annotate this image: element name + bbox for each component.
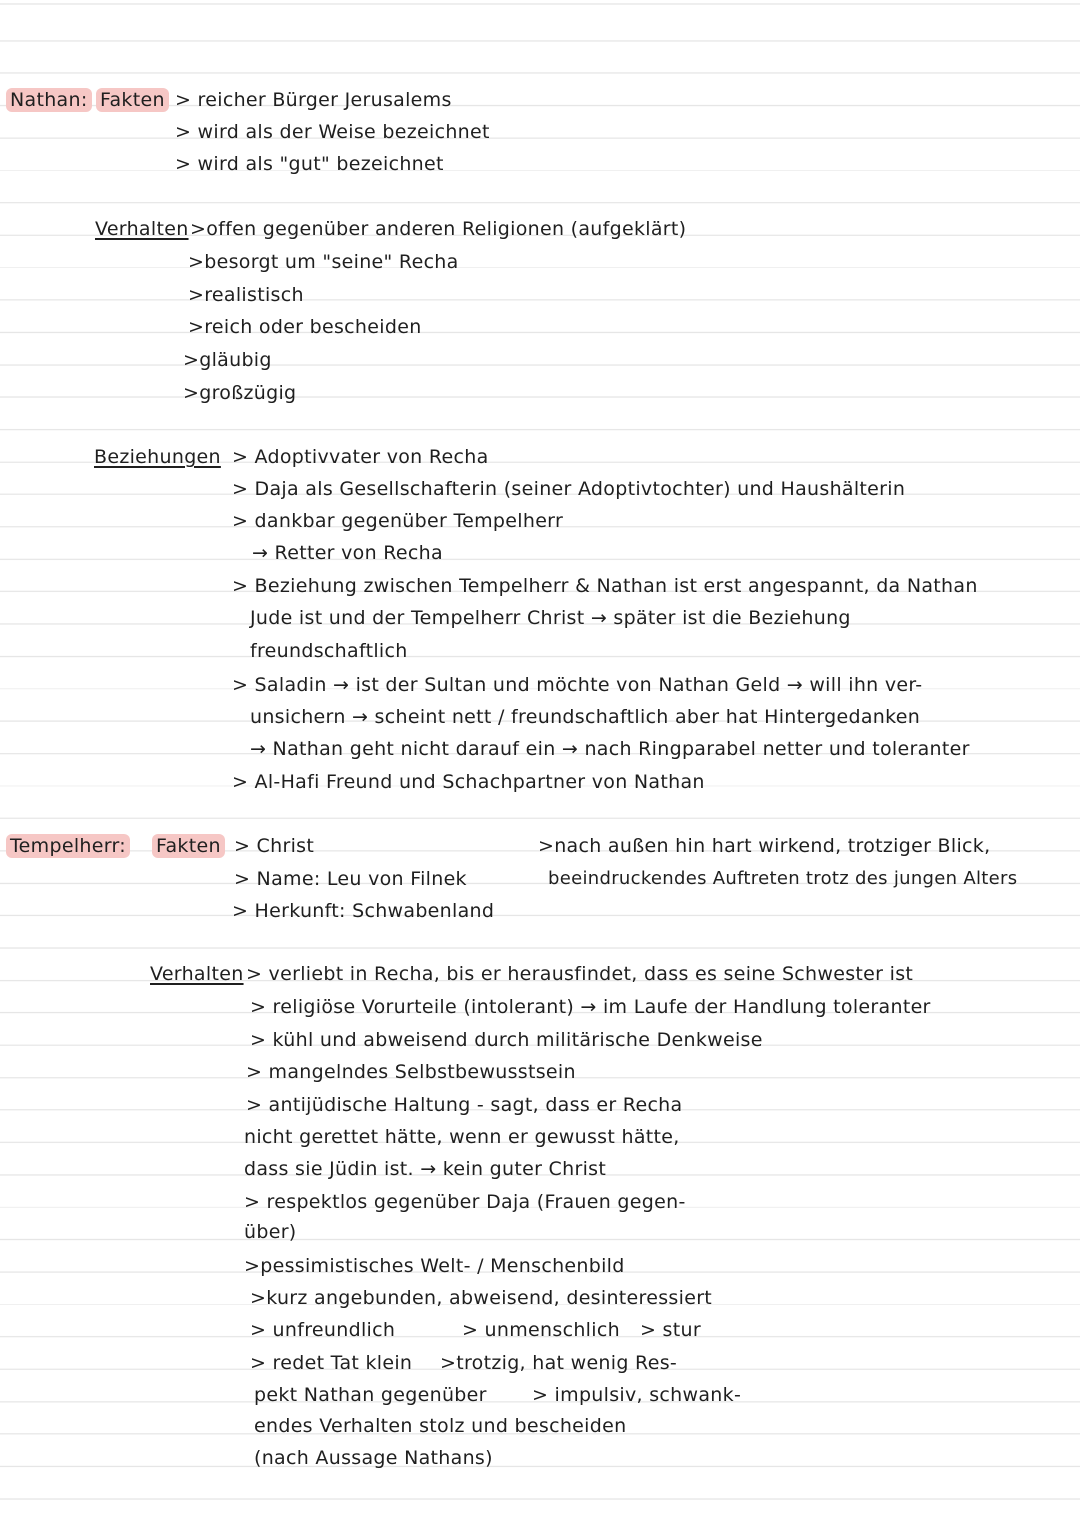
nathan-beziehung-3: > dankbar gegenüber Tempelherr: [232, 510, 564, 532]
tempelherr-verhalten-impulsiv: > impulsiv, schwank-: [532, 1384, 742, 1406]
tempelherr-verhalten-first: > verliebt in Recha, bis er herausfindet, dass es seine Schwester ist: [246, 963, 914, 985]
nathan-beziehung-7: freundschaftlich: [250, 640, 408, 662]
tempelherr-fakt-1: > Christ: [234, 835, 315, 857]
nathan-beziehungen-heading: Beziehungen: [94, 446, 221, 468]
nathan-beziehung-9: unsichern → scheint nett / freundschaftlich aber hat Hintergedanken: [250, 706, 921, 728]
tempelherr-fakt-side-2: beeindruckendes Auftreten trotz des jungen Alters: [548, 868, 1018, 889]
tempelherr-verhalten-15: (nach Aussage Nathans): [254, 1447, 493, 1469]
tempelherr-verhalten-9: >pessimistisches Welt- / Menschenbild: [244, 1255, 625, 1277]
nathan-fakt-1: > reicher Bürger Jerusalems: [175, 89, 452, 111]
nathan-beziehung-10: → Nathan geht nicht darauf ein → nach Ringparabel netter und toleranter: [250, 738, 970, 760]
tempelherr-verhalten-12: > redet Tat klein: [250, 1352, 413, 1374]
tempelherr-verhalten-3: > mangelndes Selbstbewusstsein: [246, 1061, 576, 1083]
tempelherr-verhalten-11: > unfreundlich: [250, 1319, 396, 1341]
nathan-verhalten-heading: Verhalten: [95, 218, 189, 240]
tempelherr-verhalten-6: dass sie Jüdin ist. → kein guter Christ: [244, 1158, 607, 1180]
nathan-beziehung-4: → Retter von Recha: [252, 542, 443, 564]
nathan-fakten-heading: Fakten: [96, 88, 169, 112]
tempelherr-fakt-3: > Herkunft: Schwabenland: [232, 900, 495, 922]
nathan-beziehung-11: > Al-Hafi Freund und Schachpartner von Nathan: [232, 771, 705, 793]
nathan-beziehung-5: > Beziehung zwischen Tempelherr & Nathan ist erst angespannt, da Nathan: [232, 575, 978, 597]
tempelherr-verhalten-7: > respektlos gegenüber Daja (Frauen gegen-: [244, 1191, 686, 1213]
tempelherr-verhalten-10: >kurz angebunden, abweisend, desinteressiert: [250, 1287, 713, 1309]
tempelherr-fakt-side-1: >nach außen hin hart wirkend, trotziger Blick,: [538, 835, 991, 857]
tempelherr-verhalten-5: nicht gerettet hätte, wenn er gewusst hätte,: [244, 1126, 680, 1148]
nathan-beziehung-6: Jude ist und der Tempelherr Christ → später ist die Beziehung: [250, 607, 851, 629]
tempelherr-fakten-heading: Fakten: [152, 834, 225, 858]
nathan-fakt-3: > wird als "gut" bezeichnet: [175, 153, 444, 175]
nathan-verhalten-6: >großzügig: [183, 382, 297, 404]
tempelherr-verhalten-8: über): [244, 1221, 297, 1243]
nathan-verhalten-2: >besorgt um "seine" Recha: [188, 251, 459, 273]
tempelherr-verhalten-4: > antijüdische Haltung - sagt, dass er Recha: [246, 1094, 683, 1116]
nathan-verhalten-5: >gläubig: [183, 349, 272, 371]
nathan-beziehung-1: > Adoptivvater von Recha: [232, 446, 489, 468]
tempelherr-verhalten-1: > religiöse Vorurteile (intolerant) → im Laufe der Handlung toleranter: [250, 996, 931, 1018]
tempelherr-verhalten-14: endes Verhalten stolz und bescheiden: [254, 1415, 627, 1437]
nathan-label: Nathan:: [6, 88, 92, 112]
tempelherr-verhalten-trotzig: >trotzig, hat wenig Res-: [440, 1352, 678, 1374]
tempelherr-verhalten-stur: > stur: [640, 1319, 701, 1341]
tempelherr-label: Tempelherr:: [6, 834, 130, 858]
tempelherr-verhalten-2: > kühl und abweisend durch militärische Denkweise: [250, 1029, 763, 1051]
tempelherr-verhalten-heading: Verhalten: [150, 963, 244, 985]
nathan-verhalten-4: >reich oder bescheiden: [188, 316, 422, 338]
nathan-verhalten-1: >offen gegenüber anderen Religionen (aufgeklärt): [190, 218, 687, 240]
tempelherr-verhalten-13: pekt Nathan gegenüber: [254, 1384, 487, 1406]
tempelherr-fakt-2: > Name: Leu von Filnek: [234, 868, 467, 890]
tempelherr-verhalten-unmenschlich: > unmenschlich: [462, 1319, 620, 1341]
nathan-beziehung-8: > Saladin → ist der Sultan und möchte von Nathan Geld → will ihn ver-: [232, 674, 923, 696]
nathan-fakt-2: > wird als der Weise bezeichnet: [175, 121, 490, 143]
nathan-verhalten-3: >realistisch: [188, 284, 304, 306]
nathan-beziehung-2: > Daja als Gesellschafterin (seiner Adoptivtochter) und Haushälterin: [232, 478, 906, 500]
